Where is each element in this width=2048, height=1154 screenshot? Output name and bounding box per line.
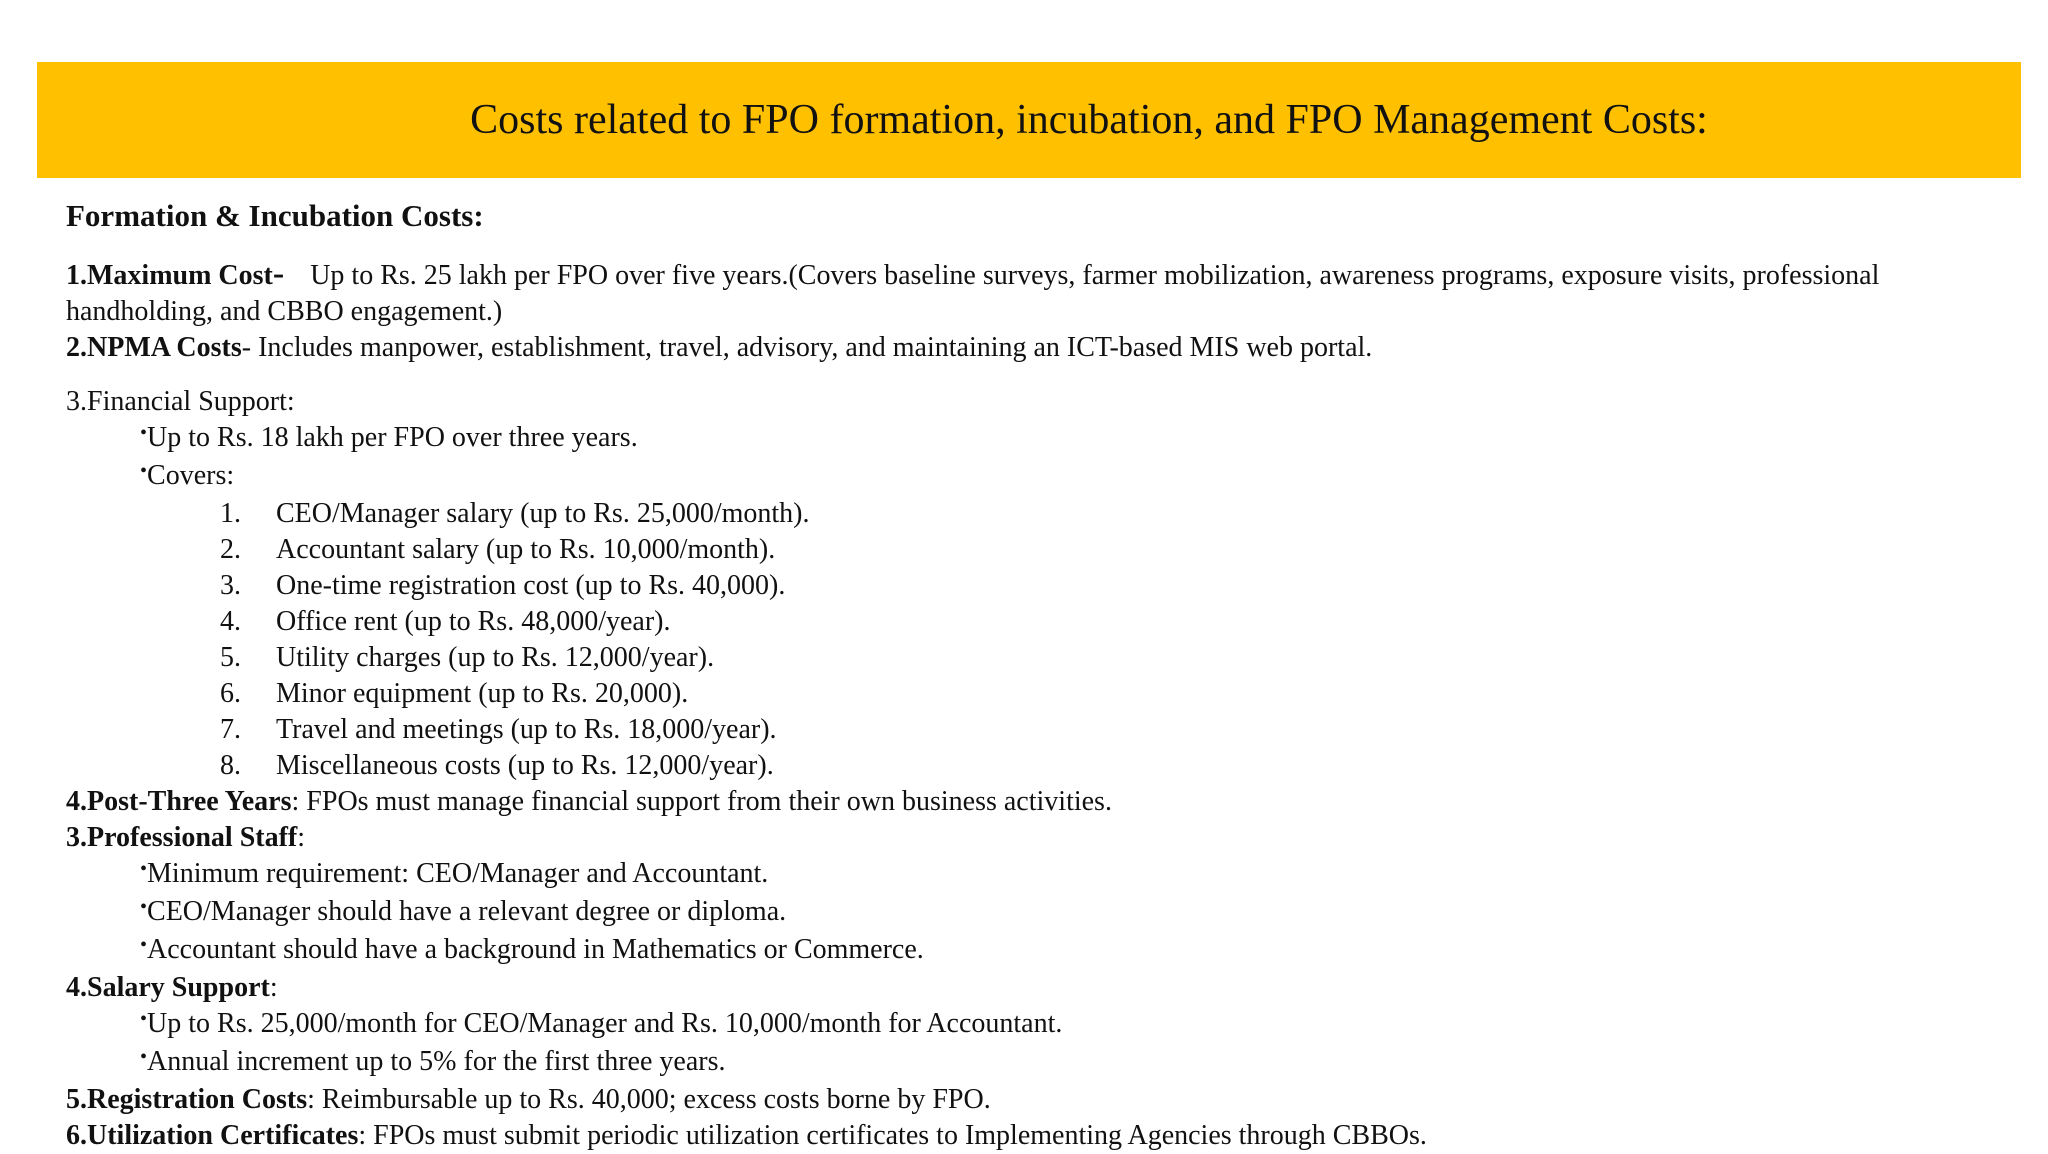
item-number: 7. xyxy=(220,714,241,745)
item-text: One-time registration cost (up to Rs. 40,000). xyxy=(276,570,786,601)
bullet-icon: • xyxy=(140,934,148,956)
max-cost-label: 1.Maximum Cost xyxy=(66,260,273,291)
slide-content xyxy=(66,196,2006,1154)
utilization-certificates-text: : FPOs must submit periodic utilization certificates to Implementing Agencies through CBBOs. xyxy=(358,1120,1427,1151)
bullet-icon: • xyxy=(140,896,148,918)
item-text: Travel and meetings (up to Rs. 18,000/year). xyxy=(276,714,777,745)
bullet-icon: • xyxy=(140,1008,148,1030)
bullet-icon: • xyxy=(140,858,148,880)
max-cost-text: Up to Rs. 25 lakh per FPO over five years.(Covers baseline surveys, farmer mobilization, awareness programs, exposure visits, professional handholding, and CBBO engagement.) xyxy=(66,260,1880,327)
numbered-item xyxy=(66,568,2006,604)
list-item xyxy=(66,420,2006,458)
item-text: Minor equipment (up to Rs. 20,000). xyxy=(276,678,689,709)
item-number: 2. xyxy=(220,534,241,565)
list-item xyxy=(66,932,2006,970)
numbered-item xyxy=(66,676,2006,712)
bullet-text: Up to Rs. 18 lakh per FPO over three years. xyxy=(147,422,638,453)
professional-staff-paragraph xyxy=(66,820,2006,856)
registration-costs-label: 5.Registration Costs xyxy=(66,1084,308,1115)
numbered-item xyxy=(66,712,2006,748)
item-text: Utility charges (up to Rs. 12,000/year). xyxy=(276,642,715,673)
bullet-text: Minimum requirement: CEO/Manager and Accountant. xyxy=(147,858,769,889)
post-three-years-text: : FPOs must manage financial support from their own business activities. xyxy=(291,786,1112,817)
section-heading: Formation & Incubation Costs: xyxy=(66,198,484,233)
numbered-item xyxy=(66,532,2006,568)
item-number: 1. xyxy=(220,498,241,529)
npma-paragraph xyxy=(66,330,2006,366)
item-text: Office rent (up to Rs. 48,000/year). xyxy=(276,606,671,637)
utilization-certificates-paragraph xyxy=(66,1118,2006,1154)
max-cost-paragraph xyxy=(66,256,2006,330)
list-item xyxy=(66,1044,2006,1082)
list-item xyxy=(66,1006,2006,1044)
bullet-text: Annual increment up to 5% for the first three years. xyxy=(147,1046,726,1077)
item-text: Miscellaneous costs (up to Rs. 12,000/year). xyxy=(276,750,774,781)
bullet-text: Accountant should have a background in Mathematics or Commerce. xyxy=(147,934,924,965)
npma-text: - Includes manpower, establishment, travel, advisory, and maintaining an ICT-based MIS web portal. xyxy=(241,332,1373,363)
item-number: 5. xyxy=(220,642,241,673)
item-text: Accountant salary (up to Rs. 10,000/month). xyxy=(276,534,776,565)
post-three-years-label: 4.Post-Three Years xyxy=(66,786,292,817)
numbered-item xyxy=(66,748,2006,784)
registration-costs-text: : Reimbursable up to Rs. 40,000; excess costs borne by FPO. xyxy=(307,1084,991,1115)
list-item xyxy=(66,856,2006,894)
numbered-item xyxy=(66,496,2006,532)
item-number: 3. xyxy=(220,570,241,601)
bullet-text: Up to Rs. 25,000/month for CEO/Manager and Rs. 10,000/month for Accountant. xyxy=(147,1008,1063,1039)
salary-support-paragraph xyxy=(66,970,2006,1006)
bullet-icon: • xyxy=(140,460,148,482)
item-number: 4. xyxy=(220,606,241,637)
item-number: 6. xyxy=(220,678,241,709)
registration-costs-paragraph xyxy=(66,1082,2006,1118)
post-three-years-paragraph xyxy=(66,784,2006,820)
utilization-certificates-label: 6.Utilization Certificates xyxy=(66,1120,359,1151)
list-item xyxy=(66,894,2006,932)
title-banner xyxy=(37,62,2021,178)
professional-staff-colon: : xyxy=(297,822,306,853)
item-number: 8. xyxy=(220,750,241,781)
salary-support-label: 4.Salary Support xyxy=(66,972,270,1003)
numbered-item xyxy=(66,640,2006,676)
bullet-icon: • xyxy=(140,1046,148,1068)
bullet-icon: • xyxy=(140,422,148,444)
bullet-text: Covers: xyxy=(147,460,235,491)
max-cost-dash: - xyxy=(272,255,285,292)
salary-support-colon: : xyxy=(269,972,278,1003)
npma-label: 2.NPMA Costs xyxy=(66,332,242,363)
item-text: CEO/Manager salary (up to Rs. 25,000/month). xyxy=(276,498,810,529)
financial-support-title: 3.Financial Support: xyxy=(66,386,295,417)
list-item xyxy=(66,458,2006,496)
bullet-text: CEO/Manager should have a relevant degree or diploma. xyxy=(147,896,787,927)
professional-staff-label: 3.Professional Staff xyxy=(66,822,298,853)
slide-title: Costs related to FPO formation, incubation, and FPO Management Costs: xyxy=(470,97,1708,143)
numbered-item xyxy=(66,604,2006,640)
